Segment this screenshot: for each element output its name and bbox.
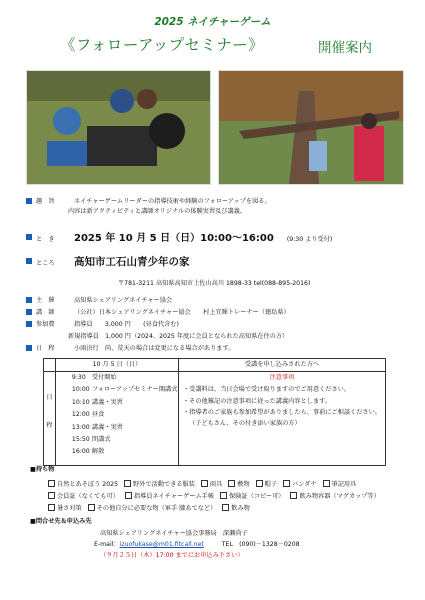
organizer-value: 高知県シェアリングネイチャー協会: [74, 297, 173, 304]
item-checkbox-entry: [48, 493, 119, 500]
schedule-row-item: [72, 424, 178, 436]
address: 〒781-3211 高知県高知市土佐山高川 1898-33 tel(088-895-2016): [118, 280, 311, 287]
item-label: 敷物: [237, 480, 250, 488]
seminar-title: 《フォローアップセミナー》: [60, 36, 264, 54]
bullet-icon: [26, 345, 32, 351]
photo-children-activity: [26, 70, 211, 185]
schedule-item: 講義・実習: [91, 398, 123, 406]
checkbox-icon: [48, 504, 55, 511]
schedule-note: 小雨決行 尚、荒天の場合は変更になる場合があります。: [74, 345, 235, 352]
item-label: 自然とあそぼう 2025: [57, 480, 119, 488]
date-note: (9:30 より受付): [286, 236, 333, 243]
checkbox-icon: [323, 480, 330, 487]
checkbox-icon: [48, 492, 55, 499]
schedule-table: [43, 358, 386, 466]
checkbox-icon: [283, 480, 290, 487]
schedule-time: 12:00: [71, 411, 90, 419]
lecturer-label: 講 師: [36, 309, 55, 316]
schedule-time: 15:50: [71, 435, 90, 443]
item-label: 野外で活動できる服装: [133, 480, 195, 488]
place-label: ところ: [36, 260, 55, 267]
schedule-row-item: [72, 411, 178, 423]
item-label: 暑さ対策: [57, 504, 82, 512]
item-checkbox-entry: [283, 481, 317, 488]
purpose-section: [26, 198, 271, 206]
checkbox-icon: [201, 480, 208, 487]
schedule-time: 10:00: [71, 386, 90, 394]
schedule-side-label: 日 程: [44, 372, 56, 466]
item-checkbox-entry: [256, 481, 277, 488]
item-checkbox-entry: [48, 505, 82, 512]
item-label: バンダナ: [292, 480, 317, 488]
items-row-1: [48, 480, 362, 488]
organizer-label: 主 催: [36, 297, 55, 304]
item-checkbox-entry: [228, 481, 249, 488]
contact-email-row: [94, 541, 300, 549]
schedule-item: フォローアップセミナー開講式: [91, 386, 178, 394]
notice-cell: [179, 372, 386, 466]
item-checkbox-entry: [48, 481, 118, 488]
bullet-icon: [26, 234, 32, 240]
item-label: 帽子: [264, 480, 278, 488]
schedule-row-item: [72, 386, 178, 398]
item-checkbox-entry: [124, 481, 195, 488]
item-checkbox-entry: [220, 493, 284, 500]
fee-label: 参加費: [36, 321, 55, 328]
fee-line-1: 指導員 3,000 円 (昼食代含む): [74, 321, 179, 328]
schedule-row-item: [72, 448, 178, 460]
organizer-row: [26, 297, 172, 305]
items-label: ■持ち物: [30, 466, 55, 473]
contact-tel: TEL (090)－1328－0208: [221, 541, 300, 548]
item-checkbox-entry: [222, 505, 250, 512]
schedule-times: [55, 372, 178, 466]
checkbox-icon: [124, 480, 131, 487]
schedule-label: 日 程: [36, 345, 55, 352]
date-label: と き: [36, 236, 55, 243]
photo-forest-tree: [218, 70, 404, 185]
schedule-item: 閉講式: [91, 435, 111, 443]
purpose-label: 趣 旨: [36, 198, 55, 205]
schedule-item: 解散: [91, 448, 105, 456]
bullet-icon: [26, 258, 32, 264]
checkbox-icon: [125, 492, 132, 499]
item-label: 筆記用具: [331, 480, 357, 488]
bullet-icon: [26, 321, 32, 327]
notice-2: ・その他雑記の注意事項に従った講義内容とします。: [183, 397, 332, 405]
contact-org: 高知県シェアリングネイチャー協会事務局 深瀬尚子: [100, 530, 248, 537]
event-year-title: 2025 ネイチャーゲーム: [154, 16, 271, 28]
purpose-text-2: 内容は新アクティビティと講師オリジナルの体験実習及び講義。: [68, 208, 246, 215]
schedule-time: 10:10: [71, 398, 90, 406]
schedule-row-item: [72, 399, 178, 411]
checkbox-icon: [290, 492, 297, 499]
bullet-icon: [26, 198, 32, 204]
item-label: 飲み物: [231, 504, 250, 512]
lecturer-row: [26, 309, 290, 317]
contact-label: ■問合せ先＆申込み先: [30, 518, 92, 525]
place-value: 高知市工石山青少年の家: [74, 256, 190, 268]
schedule-row-item: [72, 436, 178, 448]
notice-4: （子どもさん、その付き添い家族の方）: [189, 420, 301, 427]
bullet-icon: [26, 309, 32, 315]
schedule-item: 受付開始: [91, 374, 117, 381]
checkbox-icon: [88, 504, 95, 511]
item-label: 飲み物容器（マグカップ等）: [299, 492, 380, 500]
item-checkbox-entry: [290, 493, 379, 500]
schedule-time: 16:00: [71, 448, 90, 456]
date-value: 2025 年 10 月 5 日（日）10:00～16:00: [74, 233, 274, 244]
item-label: 雨具: [209, 480, 223, 488]
checkbox-icon: [222, 504, 229, 511]
checkbox-icon: [228, 480, 235, 487]
schedule-time: 13:00: [71, 423, 90, 431]
notice-1: ・受講料は、当日会場で受け取りますのでご用意ください。: [183, 385, 351, 393]
item-label: その他自分に必要な物（軍手 膝あてなど）: [96, 504, 217, 512]
email-label: E-mail：: [94, 541, 120, 548]
deadline-note: （９月２５日（木）17:00 までにお申込み下さい）: [100, 552, 244, 559]
notice-3: ・指導者のご家族も参加希望がありましたら、事前にご相談ください。: [183, 409, 381, 417]
notice-title: 注意事項: [269, 374, 295, 381]
lecturer-value: （公社）日本シェアリングネイチャー協会 村上宜輝トレーナー（徳島県）: [74, 309, 290, 316]
checkbox-icon: [220, 492, 227, 499]
items-row-3: [48, 504, 256, 512]
item-label: 会員証（なくても可）: [57, 492, 119, 500]
bullet-icon: [26, 297, 32, 303]
schedule-time: 9:30: [71, 374, 86, 381]
fee-row: [26, 321, 179, 329]
item-label: 保険証（コピー可）: [229, 492, 285, 500]
schedule-item: 昼食: [91, 411, 105, 419]
place-section: [26, 250, 190, 269]
item-checkbox-entry: [88, 505, 217, 512]
items-row-2: [48, 492, 386, 500]
fee-line-2: 新規指導員 1,000 円（2024、2025 年度に会員となられた高知県在住の方）: [68, 333, 289, 340]
purpose-text-1: ネイチャーゲームリーダーの指導技術や経験のフォローアップを図る。: [74, 198, 271, 205]
item-checkbox-entry: [201, 481, 222, 488]
email-link[interactable]: izuofukase@m01.fitcall.net: [119, 541, 204, 548]
schedule-item: 講義・実習: [91, 423, 123, 431]
checkbox-icon: [48, 480, 55, 487]
schedule-header-notice: 受講を申し込みされた方へ: [179, 359, 386, 372]
schedule-row-item: [72, 374, 178, 386]
schedule-row: [26, 345, 234, 353]
item-checkbox-entry: [125, 493, 214, 500]
schedule-header-date: 10 月 5 日（日）: [55, 359, 178, 372]
announcement-title: 開催案内: [318, 40, 372, 56]
date-section: [26, 226, 332, 245]
checkbox-icon: [256, 480, 263, 487]
item-label: 指導員ネイチャーゲーム手帳: [133, 492, 215, 500]
item-checkbox-entry: [323, 481, 357, 488]
